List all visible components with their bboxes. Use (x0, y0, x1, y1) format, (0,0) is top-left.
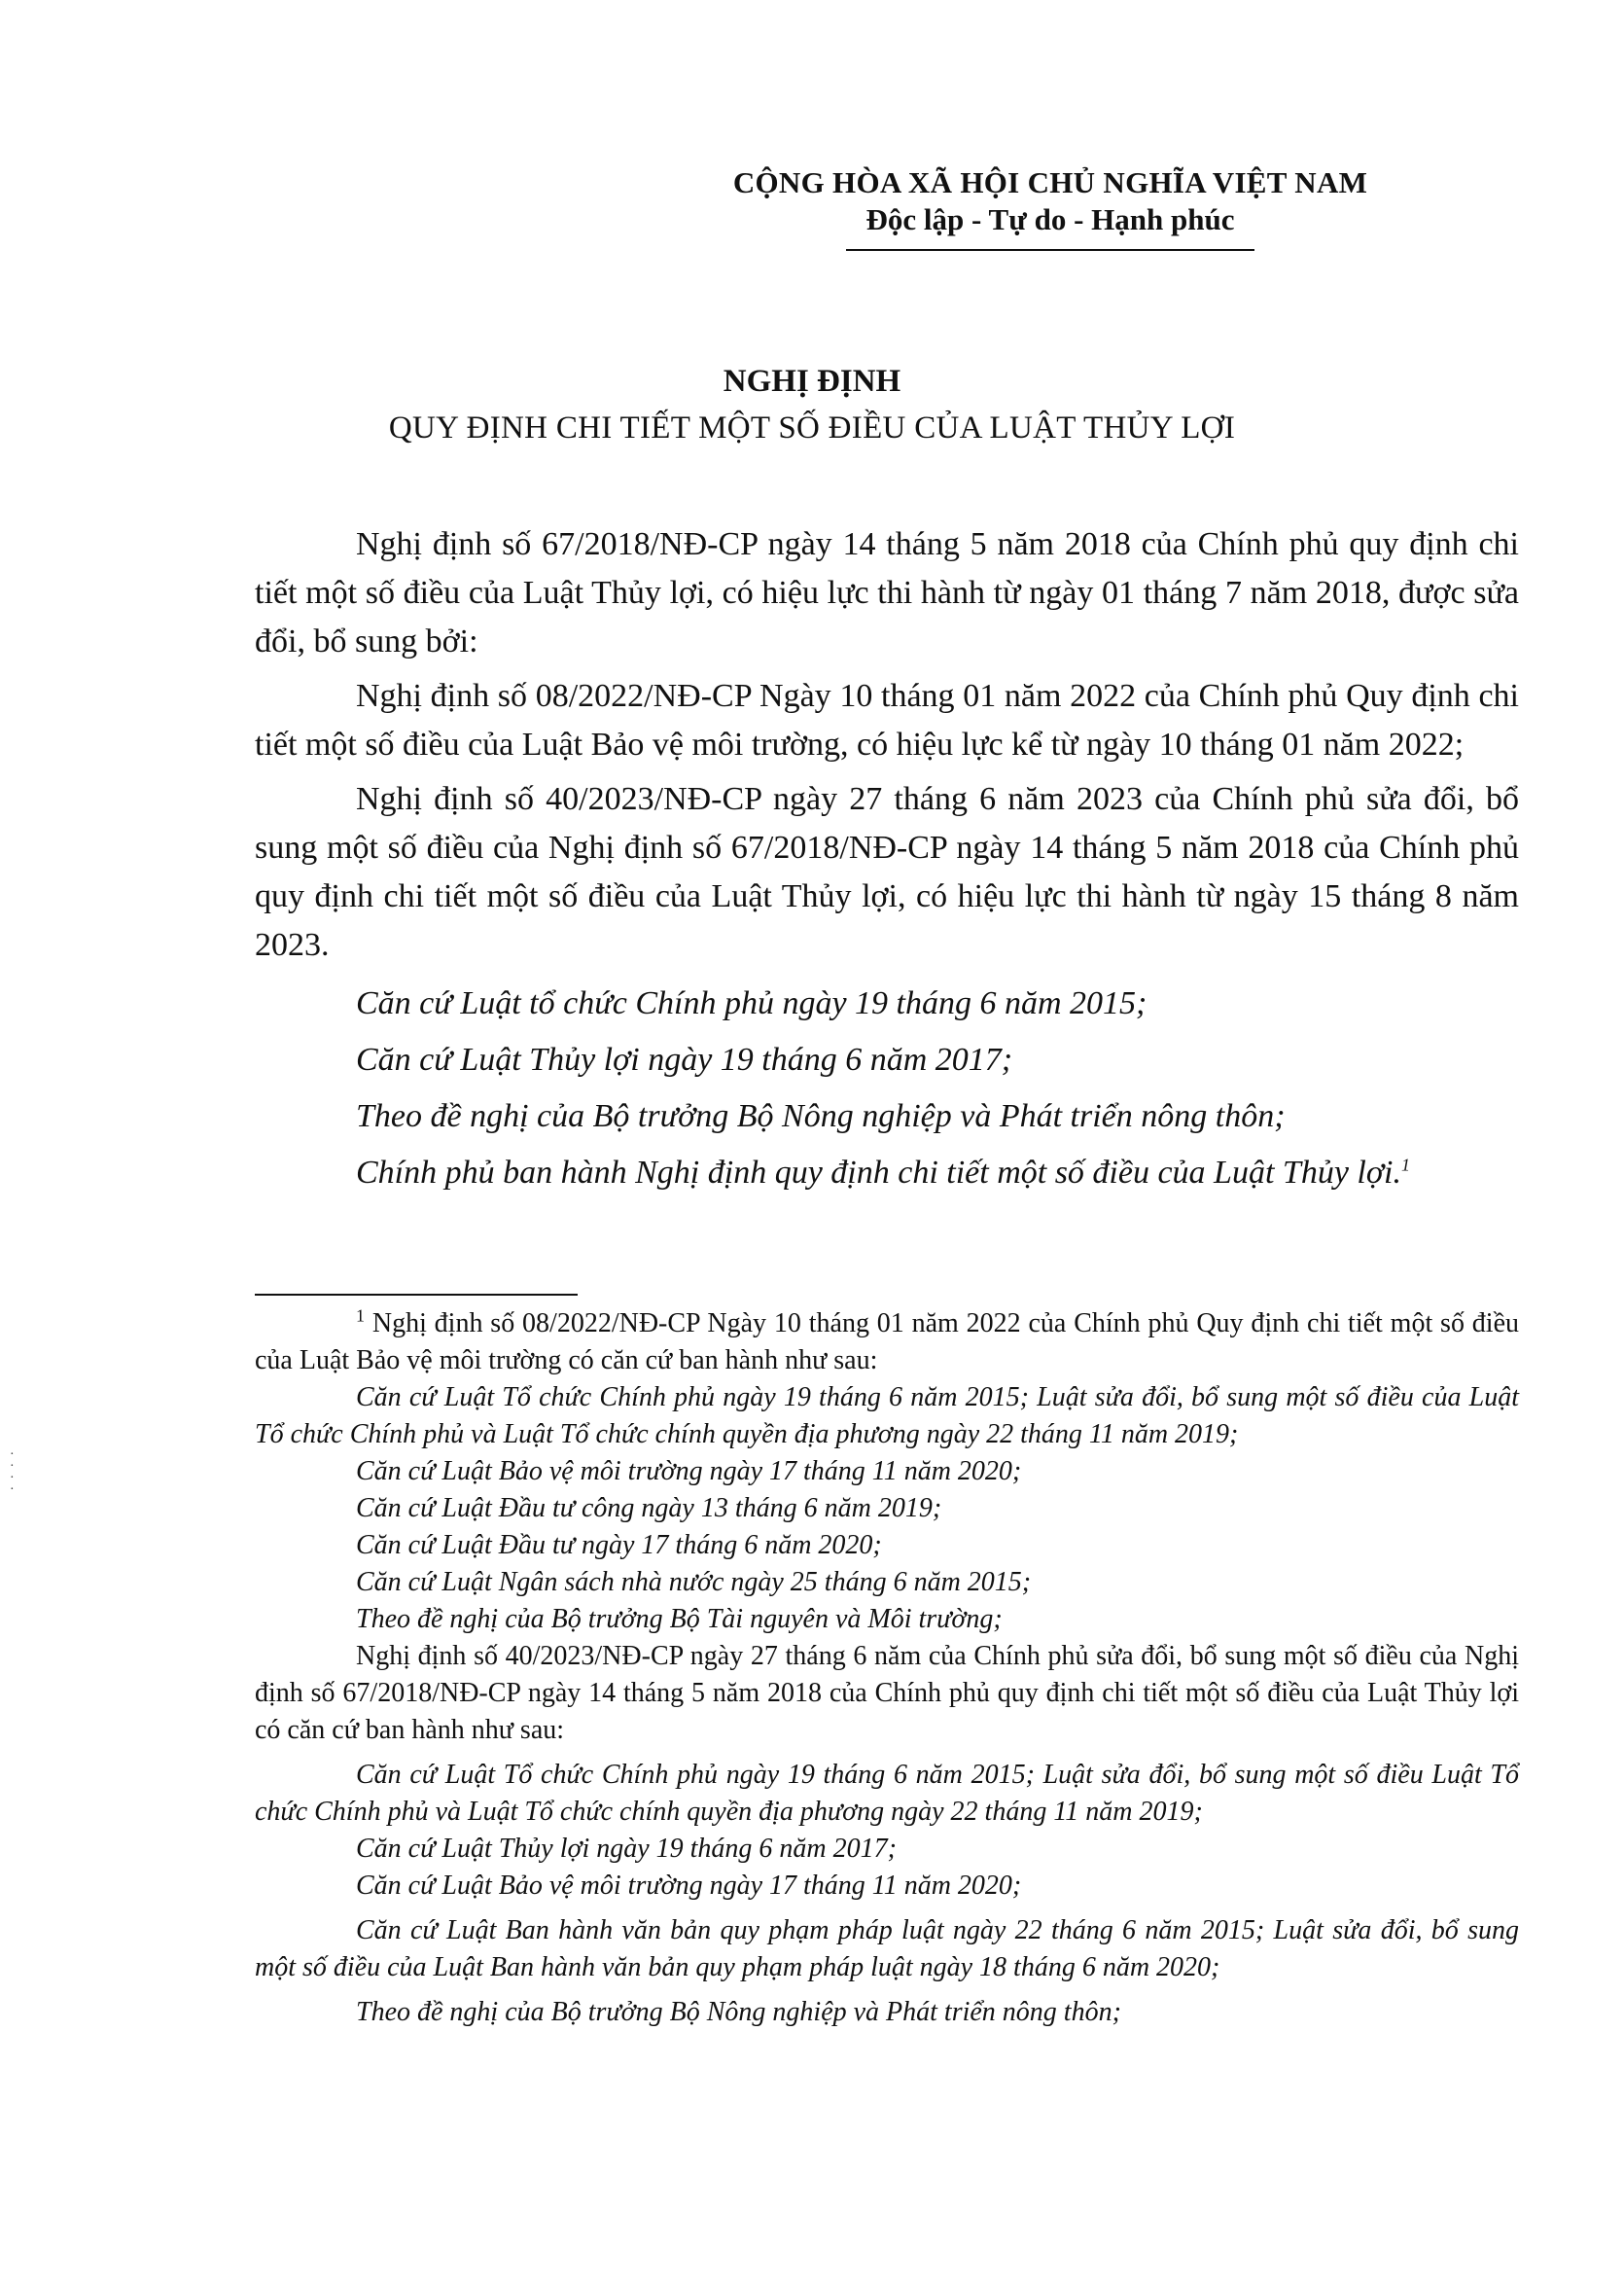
amendment-paragraph-1: Nghị định số 08/2022/NĐ-CP Ngày 10 tháng 01 năm 2022 của Chính phủ Quy định chi tiết một số điều của Luật Bảo vệ môi trường, có hiệu lực kể từ ngày 10 tháng 01 năm 2022; (255, 678, 1519, 763)
footnote-line: Căn cứ Luật Ngân sách nhà nước ngày 25 tháng 6 năm 2015; (356, 1567, 1032, 1597)
footnotes (255, 1305, 1519, 2031)
document-subject: QUY ĐỊNH CHI TIẾT MỘT SỐ ĐIỀU CỦA LUẬT THỦY LỢI (388, 410, 1236, 446)
footnote-marker: 1 (356, 1305, 365, 1326)
legal-basis-3: Theo đề nghị của Bộ trưởng Bộ Nông nghiệp và Phát triển nông thôn; (356, 1098, 1286, 1134)
footnote-line: Căn cứ Luật Tổ chức Chính phủ ngày 19 tháng 6 năm 2015; Luật sửa đổi, bổ sung một số điều Luật Tổ chức Chính phủ và Luật Tổ chức chính quyền địa phương ngày 22 tháng 11 năm 2019; (255, 1760, 1519, 1827)
footnote-line: Căn cứ Luật Thủy lợi ngày 19 tháng 6 năm 2017; (356, 1834, 897, 1864)
legal-basis-1: Căn cứ Luật tổ chức Chính phủ ngày 19 tháng 6 năm 2015; (356, 985, 1147, 1021)
footnote-line: Căn cứ Luật Đầu tư công ngày 13 tháng 6 năm 2019; (356, 1493, 942, 1523)
footnote-reference[interactable]: 1 (1400, 1155, 1410, 1175)
scan-margin-marks: · · · · (10, 1447, 15, 1497)
document-type: NGHỊ ĐỊNH (723, 364, 901, 399)
document-body (255, 520, 1519, 1199)
footnote-line: Theo đề nghị của Bộ trưởng Bộ Nông nghiệp và Phát triển nông thôn; (356, 1997, 1121, 2027)
footnote-line: Nghị định số 40/2023/NĐ-CP ngày 27 tháng 6 năm của Chính phủ sửa đổi, bổ sung một số điều của Nghị định số 67/2018/NĐ-CP ngày 14 tháng 5 năm 2018 của Chính phủ quy định chi tiết một số điều của Luật Thủy lợi có căn cứ ban hành như sau: (255, 1641, 1519, 1745)
intro-paragraph: Nghị định số 67/2018/NĐ-CP ngày 14 tháng 5 năm 2018 của Chính phủ quy định chi tiết một số điều của Luật Thủy lợi, có hiệu lực thi hành từ ngày 01 tháng 7 năm 2018, được sửa đổi, bổ sung bởi: (255, 526, 1519, 659)
footnote-line: Căn cứ Luật Ban hành văn bản quy phạm pháp luật ngày 22 tháng 6 năm 2015; Luật sửa đổi, bổ sung một số điều của Luật Ban hành văn bản quy phạm pháp luật ngày 18 tháng 6 năm 2020; (255, 1915, 1519, 1982)
footnote-line: Theo đề nghị của Bộ trưởng Bộ Tài nguyên và Môi trường; (356, 1604, 1003, 1634)
amendment-paragraph-2: Nghị định số 40/2023/NĐ-CP ngày 27 tháng 6 năm 2023 của Chính phủ sửa đổi, bổ sung một số điều của Nghị định số 67/2018/NĐ-CP ngày 14 tháng 5 năm 2018 của Chính phủ quy định chi tiết một số điều của Luật Thủy lợi, có hiệu lực thi hành từ ngày 15 tháng 8 năm 2023. (255, 781, 1519, 963)
footnote-line: Căn cứ Luật Bảo vệ môi trường ngày 17 tháng 11 năm 2020; (356, 1871, 1022, 1901)
footnote-line: Căn cứ Luật Tổ chức Chính phủ ngày 19 tháng 6 năm 2015; Luật sửa đổi, bổ sung một số điều của Luật Tổ chức Chính phủ và Luật Tổ chức chính quyền địa phương ngày 22 tháng 11 năm 2019; (255, 1382, 1519, 1449)
document-title (0, 360, 1624, 453)
legal-basis-4-text: Chính phủ ban hành Nghị định quy định chi tiết một số điều của Luật Thủy lợi. (356, 1155, 1401, 1191)
header-underline (846, 249, 1254, 251)
national-header (671, 165, 1430, 251)
footnote-intro (255, 1305, 1519, 1379)
legal-basis-2: Căn cứ Luật Thủy lợi ngày 19 tháng 6 năm 2017; (356, 1042, 1013, 1078)
country-name: CỘNG HÒA XÃ HỘI CHỦ NGHĨA VIỆT NAM (732, 165, 1368, 199)
footnote-separator (255, 1294, 578, 1296)
national-motto: Độc lập - Tự do - Hạnh phúc (865, 202, 1235, 236)
footnote-text-1: Nghị định số 08/2022/NĐ-CP Ngày 10 tháng 01 năm 2022 của Chính phủ Quy định chi tiết một số điều của Luật Bảo vệ môi trường có căn cứ ban hành như sau: (255, 1308, 1520, 1375)
legal-basis-4 (255, 1147, 1519, 1199)
footnote-line: Căn cứ Luật Đầu tư ngày 17 tháng 6 năm 2020; (356, 1530, 882, 1560)
footnote-line: Căn cứ Luật Bảo vệ môi trường ngày 17 tháng 11 năm 2020; (356, 1456, 1022, 1486)
